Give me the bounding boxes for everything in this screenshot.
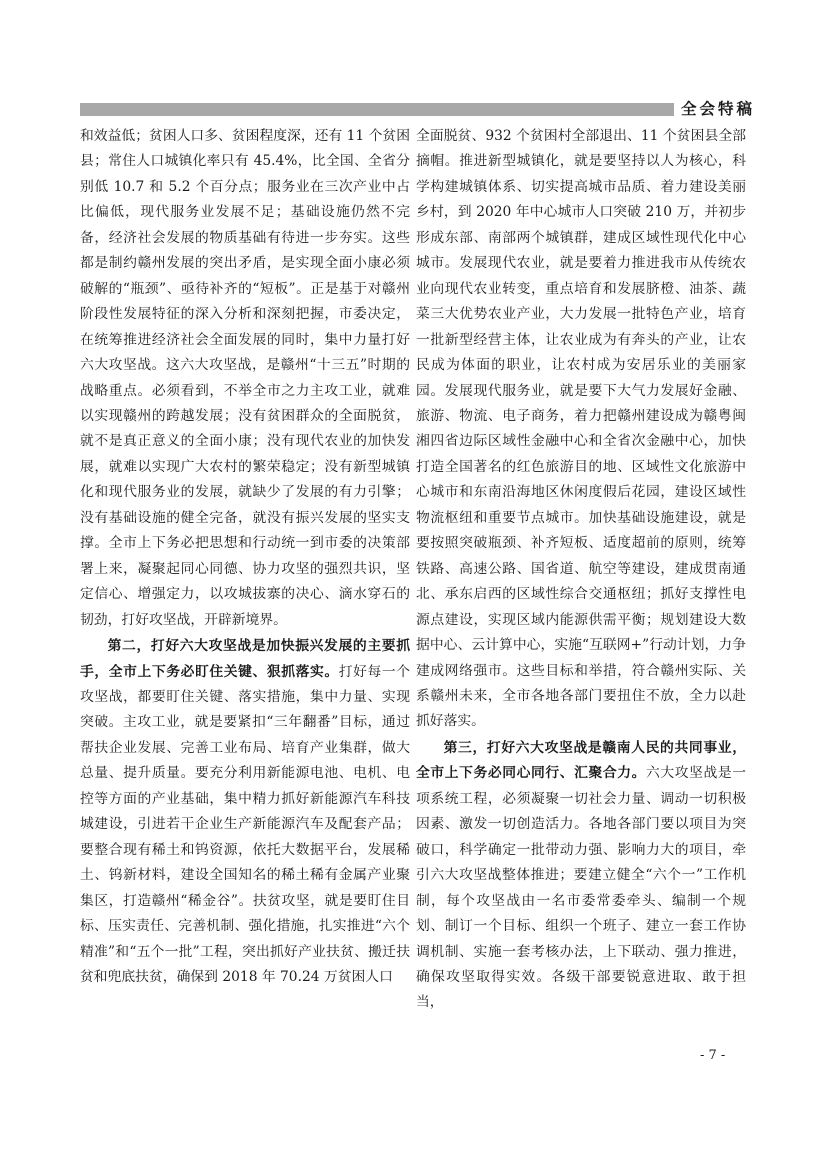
left-paragraph-1: 和效益低；贫困人口多、贫困程度深，还有 11 个贫困县；常住人口城镇化率只有 45.4%，比全国、全省分别低 10.7 和 5.2 个百分点；服务业在三次产业中占比偏低，现代服务业发展不足；基础设施仍然不完备，经济社会发展的物质基础有待进一步夯实。这些都是制约赣州发展的突出矛盾，是实现全面小康必须破解的“瓶颈”、亟待补齐的“短板”。正是基于对赣州阶段性发展特征的深入分析和深刻把握，市委决定，在统筹推进经济社会全面发展的同时，集中力量打好六大攻坚战。这六大攻坚战，是赣州“十三五”时期的战略重点。必须看到，不举全市之力主攻工业，就难以实现赣州的跨越发展；没有贫困群众的全面脱贫，就不是真正意义的全面小康；没有现代农业的加快发展，就难以实现广大农村的繁荣稳定；没有新型城镇化和现代服务业的发展，就缺少了发展的有力引擎；没有基础设施的健全完备，就没有振兴发展的坚实支撑。全市上下务必把思想和行动统一到市委的决策部署上来，凝聚起同心同德、协力攻坚的强烈共识，坚定信心、增强定力，以攻城拔寨的决心、滴水穿石的韧劲，打好攻坚战，开辟新境界。: [80, 128, 410, 628]
left-column: [80, 124, 410, 990]
left-paragraph-2: [80, 634, 410, 990]
page-number: - 7 -: [700, 1048, 726, 1063]
right-column: [416, 124, 746, 1016]
right-paragraph-2: [416, 736, 746, 1016]
left-paragraph-2-lead: 第二，打好六大攻坚战是加快振兴发展的主要抓手，全市上下务必盯住关键、狠抓落实。: [80, 638, 410, 680]
left-paragraph-2-body: 打好每一个攻坚战，都要盯住关键、落实措施，集中力量、实现突破。主攻工业，就是要紧扣“三年翻番”目标，通过帮扶企业发展、完善工业布局、培育产业集群，做大总量、提升质量。要充分利用新能源电池、电机、电控等方面的产业基础，集中精力抓好新能源汽车科技城建设，引进若干企业生产新能源汽车及配套产品；要整合现有稀土和钨资源，依托大数据平台，发展稀土、钨新材料，建设全国知名的稀土稀有金属产业聚集区，打造赣州“稀金谷”。扶贫攻坚，就是要盯住目标、压实责任、完善机制、强化措施，扎实推进“六个精准”和“五个一批”工程，突出抓好产业扶贫、搬迁扶贫和兜底扶贫，确保到 2018 年 70.24 万贫困人口: [80, 663, 411, 985]
right-paragraph-1: 全面脱贫、932 个贫困村全部退出、11 个贫困县全部摘帽。推进新型城镇化，就是要坚持以人为核心，科学构建城镇体系、切实提高城市品质、着力建设美丽乡村，到 2020 年中心城市人口突破 210 万，并初步形成东部、南部两个城镇群，建成区域性现代化中心城市。发展现代农业，就是要着力推进我市从传统农业向现代农业转变，重点培育和发展脐橙、油茶、蔬菜三大优势农业产业，大力发展一批特色产业，培育一批新型经营主体，让农业成为有奔头的产业，让农民成为体面的职业，让农村成为安居乐业的美丽家园。发展现代服务业，就是要下大气力发展好金融、旅游、物流、电子商务，着力把赣州建设成为赣粤闽湘四省边际区域性金融中心和全省次金融中心，加快打造全国著名的红色旅游目的地、区域性文化旅游中心城市和东南沿海地区休闲度假后花园，建设区域性物流枢纽和重要节点城市。加快基础设施建设，就是要按照突破瓶颈、补齐短板、适度超前的原则，统筹铁路、高速公路、国省道、航空等建设，建成贯南通北、承东启西的区域性综合交通枢纽；抓好支撑性电源点建设，实现区域内能源供需平衡；规划建设大数据中心、云计算中心，实施“互联网+”行动计划，力争建成网络强市。这些目标和举措，符合赣州实际、关系赣州未来，全市各地各部门要扭住不放，全力以赴抓好落实。: [416, 128, 746, 730]
right-paragraph-2-body: 六大攻坚战是一项系统工程，必须凝聚一切社会力量、调动一切积极因素、激发一切创造活力。各地各部门要以项目为突破口，科学确定一批带动力强、影响力大的项目，牵引六大攻坚战整体推进；要建立健全“六个一”工作机制，每个攻坚战由一名市委常委牵头、编制一个规划、制订一个目标、组织一个班子、建立一套工作协调机制、实施一套考核办法，上下联动、强力推进，确保攻坚取得实效。各级干部要锐意进取、敢于担当，: [416, 765, 747, 1011]
header-rule-bar: [80, 103, 674, 116]
section-label: 全会特稿: [681, 99, 756, 118]
right-paragraph-2-lead: 第三，打好六大攻坚战是赣南人民的共同事业，全市上下务必同心同行、汇聚合力。: [416, 739, 746, 782]
